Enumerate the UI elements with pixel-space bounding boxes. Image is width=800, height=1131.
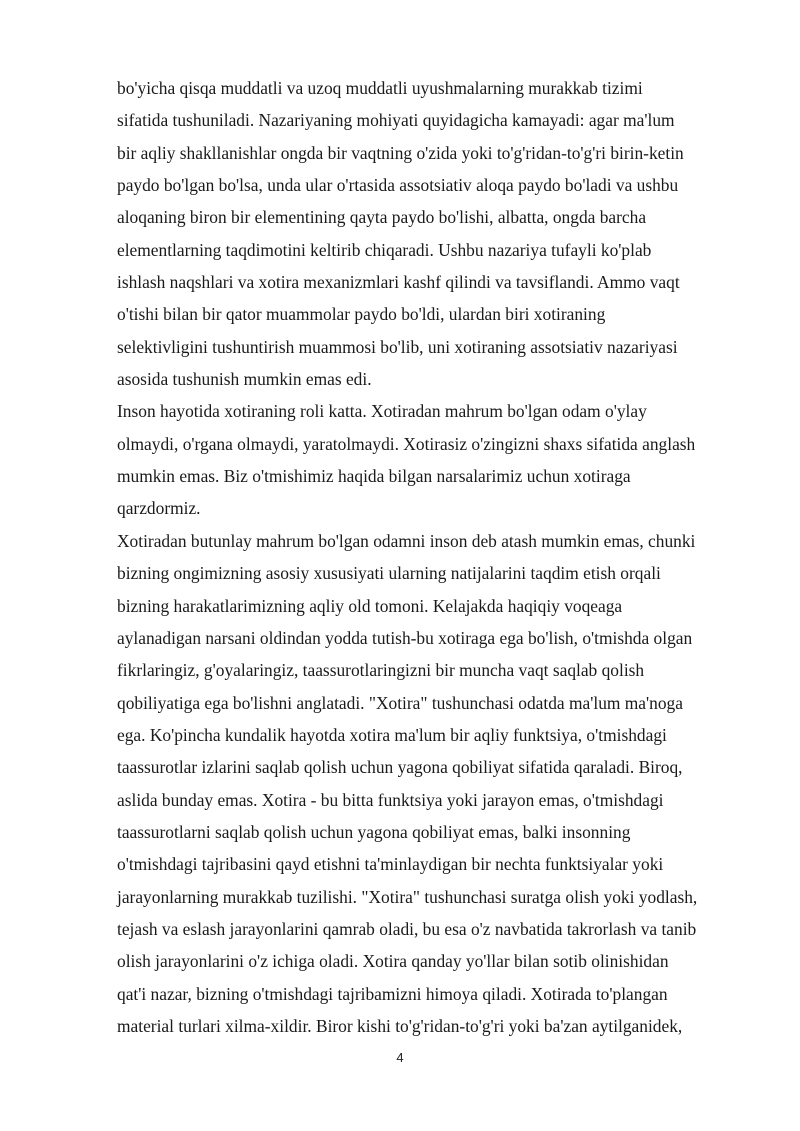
text-line: taassurotlarni saqlab qolish uchun yagona qobiliyat emas, balki insonning <box>117 821 631 842</box>
text-line: Xotiradan butunlay mahrum bo'lgan odamni inson deb atash mumkin emas, chunki <box>117 530 696 551</box>
text-line: olmaydi, o'rgana olmaydi, yaratolmaydi. Xotirasiz o'zingizni shaxs sifatida anglash <box>117 433 696 454</box>
text-line: paydo bo'lgan bo'lsa, unda ular o'rtasida assotsiativ aloqa paydo bo'ladi va ushbu <box>117 175 679 196</box>
text-line: material turlari xilma-xildir. Biror kishi to'g'ridan-to'g'ri yoki ba'zan aytilganidek, <box>117 1015 683 1036</box>
body-text <box>117 72 737 1042</box>
text-line: bo'yicha qisqa muddatli va uzoq muddatli uyushmalarning murakkab tizimi <box>117 78 643 98</box>
page-number: 4 <box>396 1050 404 1065</box>
text-line: fikrlaringiz, g'oyalaringiz, taassurotlaringizni bir muncha vaqt saqlab qolish <box>117 660 645 681</box>
text-line: olish jarayonlarini o'z ichiga oladi. Xotira qanday yo'llar bilan sotib olinishidan <box>117 951 669 972</box>
text-line: Inson hayotida xotiraning roli katta. Xotiradan mahrum bo'lgan odam o'ylay <box>117 401 647 422</box>
text-line: o'tishi bilan bir qator muammolar paydo bo'ldi, ulardan biri xotiraning <box>117 304 606 325</box>
text-line: mumkin emas. Biz o'tmishimiz haqida bilgan narsalarimiz uchun xotiraga <box>117 466 631 487</box>
text-line: aylanadigan narsani oldindan yodda tutish-bu xotiraga ega bo'lish, o'tmishda olgan <box>117 627 693 648</box>
text-line: qobiliyatiga ega bo'lishni anglatadi. "Xotira" tushunchasi odatda ma'lum ma'noga <box>117 692 683 713</box>
text-line: selektivligini tushuntirish muammosi bo'lib, uni xotiraning assotsiativ nazariyasi <box>117 336 678 357</box>
text-line: aloqaning biron bir elementining qayta paydo bo'lishi, albatta, ongda barcha <box>117 207 647 228</box>
text-line: bizning ongimizning asosiy xususiyati ularning natijalarini taqdim etish orqali <box>117 563 661 584</box>
text-line: o'tmishdagi tajribasini qayd etishni ta'minlaydigan bir nechta funktsiyalar yoki <box>117 854 664 875</box>
text-line: tejash va eslash jarayonlarini qamrab oladi, bu esa o'z navbatida takrorlash va tanib <box>117 918 697 939</box>
text-line: qat'i nazar, bizning o'tmishdagi tajribamizni himoya qiladi. Xotirada to'plangan <box>117 983 668 1004</box>
text-line: ishlash naqshlari va xotira mexanizmlari kashf qilindi va tavsiflandi. Ammo vaqt <box>117 272 680 293</box>
text-line: jarayonlarning murakkab tuzilishi. "Xotira" tushunchasi suratga olish yoki yodlash, <box>117 886 698 907</box>
text-line: qarzdormiz. <box>117 498 201 519</box>
text-line: asosida tushunish mumkin emas edi. <box>117 369 372 390</box>
text-line: aslida bunday emas. Xotira - bu bitta funktsiya yoki jarayon emas, o'tmishdagi <box>117 789 664 810</box>
text-line: elementlarning taqdimotini keltirib chiqaradi. Ushbu nazariya tufayli ko'plab <box>117 239 652 260</box>
text-line: bizning harakatlarimizning aqliy old tomoni. Kelajakda haqiqiy voqeaga <box>117 595 623 616</box>
text-line: sifatida tushuniladi. Nazariyaning mohiyati quyidagicha kamayadi: agar ma'lum <box>117 110 675 131</box>
text-line: taassurotlar izlarini saqlab qolish uchun yagona qobiliyat sifatida qaraladi. Biroq, <box>117 757 683 778</box>
text-line: ega. Ko'pincha kundalik hayotda xotira ma'lum bir aqliy funktsiya, o'tmishdagi <box>117 724 667 745</box>
text-line: bir aqliy shakllanishlar ongda bir vaqtning o'zida yoki to'g'ridan-to'g'ri birin-ketin <box>117 142 684 163</box>
